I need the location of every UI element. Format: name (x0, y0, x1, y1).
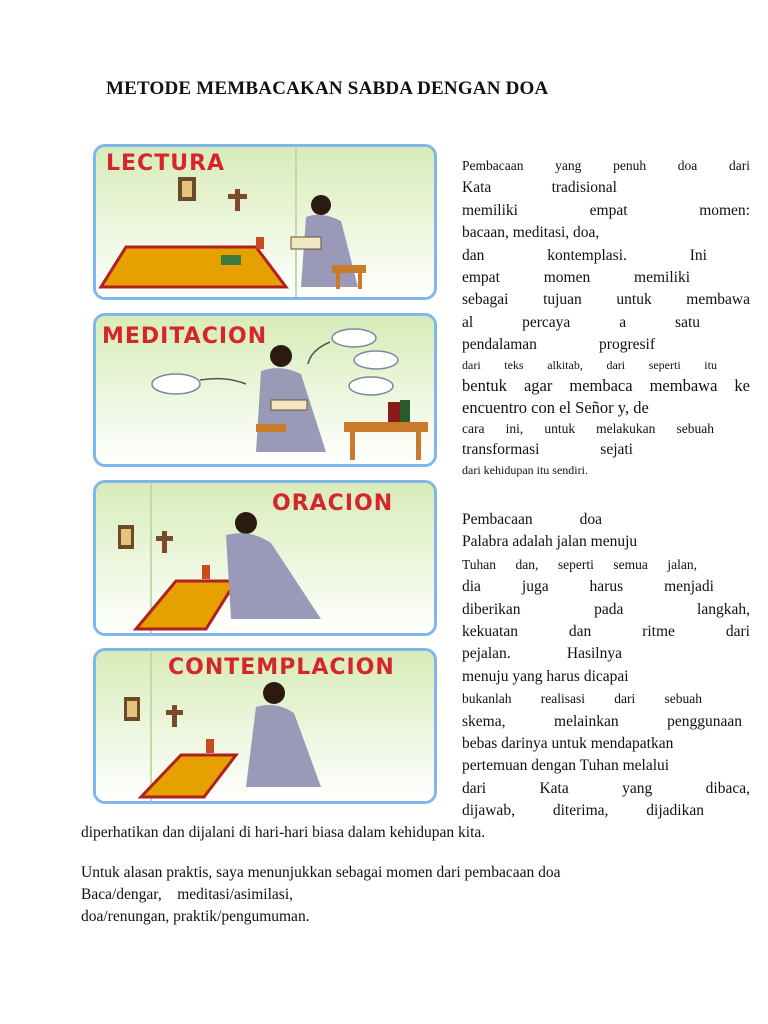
paragraph-1-end: diperhatikan dan dijalani di hari-hari biasa dalam kehidupan kita. (81, 824, 486, 841)
thought-bubble-icon (152, 374, 200, 394)
text-line: Pembacaan doa (462, 511, 602, 528)
panel-label: ORACION (272, 491, 394, 516)
panel-contemplacion (93, 648, 437, 804)
text-line: dari teks alkitab, dari seperti itu (462, 357, 717, 372)
text-line: bukanlah realisasi dari sebuah (462, 691, 702, 707)
text-line: al percaya a satu (462, 313, 700, 331)
text-line: bentuk agar membaca membawa ke (462, 375, 750, 395)
text-line: sebagai tujuan untuk membawa (462, 291, 750, 309)
panel-meditacion (93, 313, 437, 467)
text-line: Pembacaan yang penuh doa dari (462, 158, 750, 173)
text-line: dia juga harus menjadi (462, 578, 714, 596)
text-line: Tuhan dan, seperti semua jalan, (462, 556, 697, 572)
text-line: Palabra adalah jalan menuju (462, 533, 638, 551)
text-line: empat momen memiliki (462, 268, 690, 286)
text-line: dari Kata yang dibaca, (462, 779, 750, 797)
cross-icon (162, 531, 167, 553)
thought-bubble-icon (349, 377, 393, 395)
prayer-rug (101, 247, 286, 287)
panel-label: CONTEMPLACION (168, 655, 395, 680)
text-line: kekuatan dan ritme dari (462, 622, 750, 640)
text-line: skema, melainkan penggunaan (462, 712, 742, 730)
paragraph-3-line-2: Baca/dengar, meditasi/asimilasi, (81, 886, 294, 903)
panel-label: MEDITACION (102, 324, 268, 349)
text-line: diberikan pada langkah, (462, 600, 750, 618)
text-line: dan kontemplasi. Ini (462, 246, 707, 264)
panel-lectura (93, 144, 437, 300)
cross-icon (172, 705, 177, 727)
text-line: encuentro con el Señor y, de (462, 397, 649, 417)
table (344, 422, 428, 432)
text-line: pendalaman progresif (462, 336, 655, 354)
text-line: menuju yang harus dicapai (462, 667, 629, 685)
paragraph-3-line-1: Untuk alasan praktis, saya menunjukkan sebagai momen dari pembacaan doa (81, 864, 561, 881)
text-line: dari kehidupan itu sendiri. (462, 462, 588, 477)
panel-oracion (93, 480, 437, 636)
text-line: memiliki empat momen: (462, 201, 750, 219)
paragraph-1 (462, 155, 750, 480)
paragraph-2 (462, 509, 750, 822)
page-title: METODE MEMBACAKAN SABDA DENGAN DOA (106, 78, 549, 99)
thought-bubble-icon (332, 329, 376, 347)
text-line: pejalan. Hasilnya (462, 645, 622, 663)
text-line: bebas darinya untuk mendapatkan (462, 734, 674, 752)
text-line: pertemuan dengan Tuhan melalui (462, 757, 670, 775)
text-line: transformasi sejati (462, 441, 633, 459)
text-line: dijawab, diterima, dijadikan (462, 802, 704, 820)
paragraph-3-line-3: doa/renungan, praktik/pengumuman. (81, 908, 310, 925)
cross-icon (235, 189, 240, 211)
text-line: cara ini, untuk melakukan sebuah (462, 421, 714, 437)
thought-bubble-icon (354, 351, 398, 369)
text-line: Kata tradisional (462, 179, 617, 197)
text-line: bacaan, meditasi, doa, (462, 224, 600, 242)
panel-label: LECTURA (106, 151, 226, 176)
